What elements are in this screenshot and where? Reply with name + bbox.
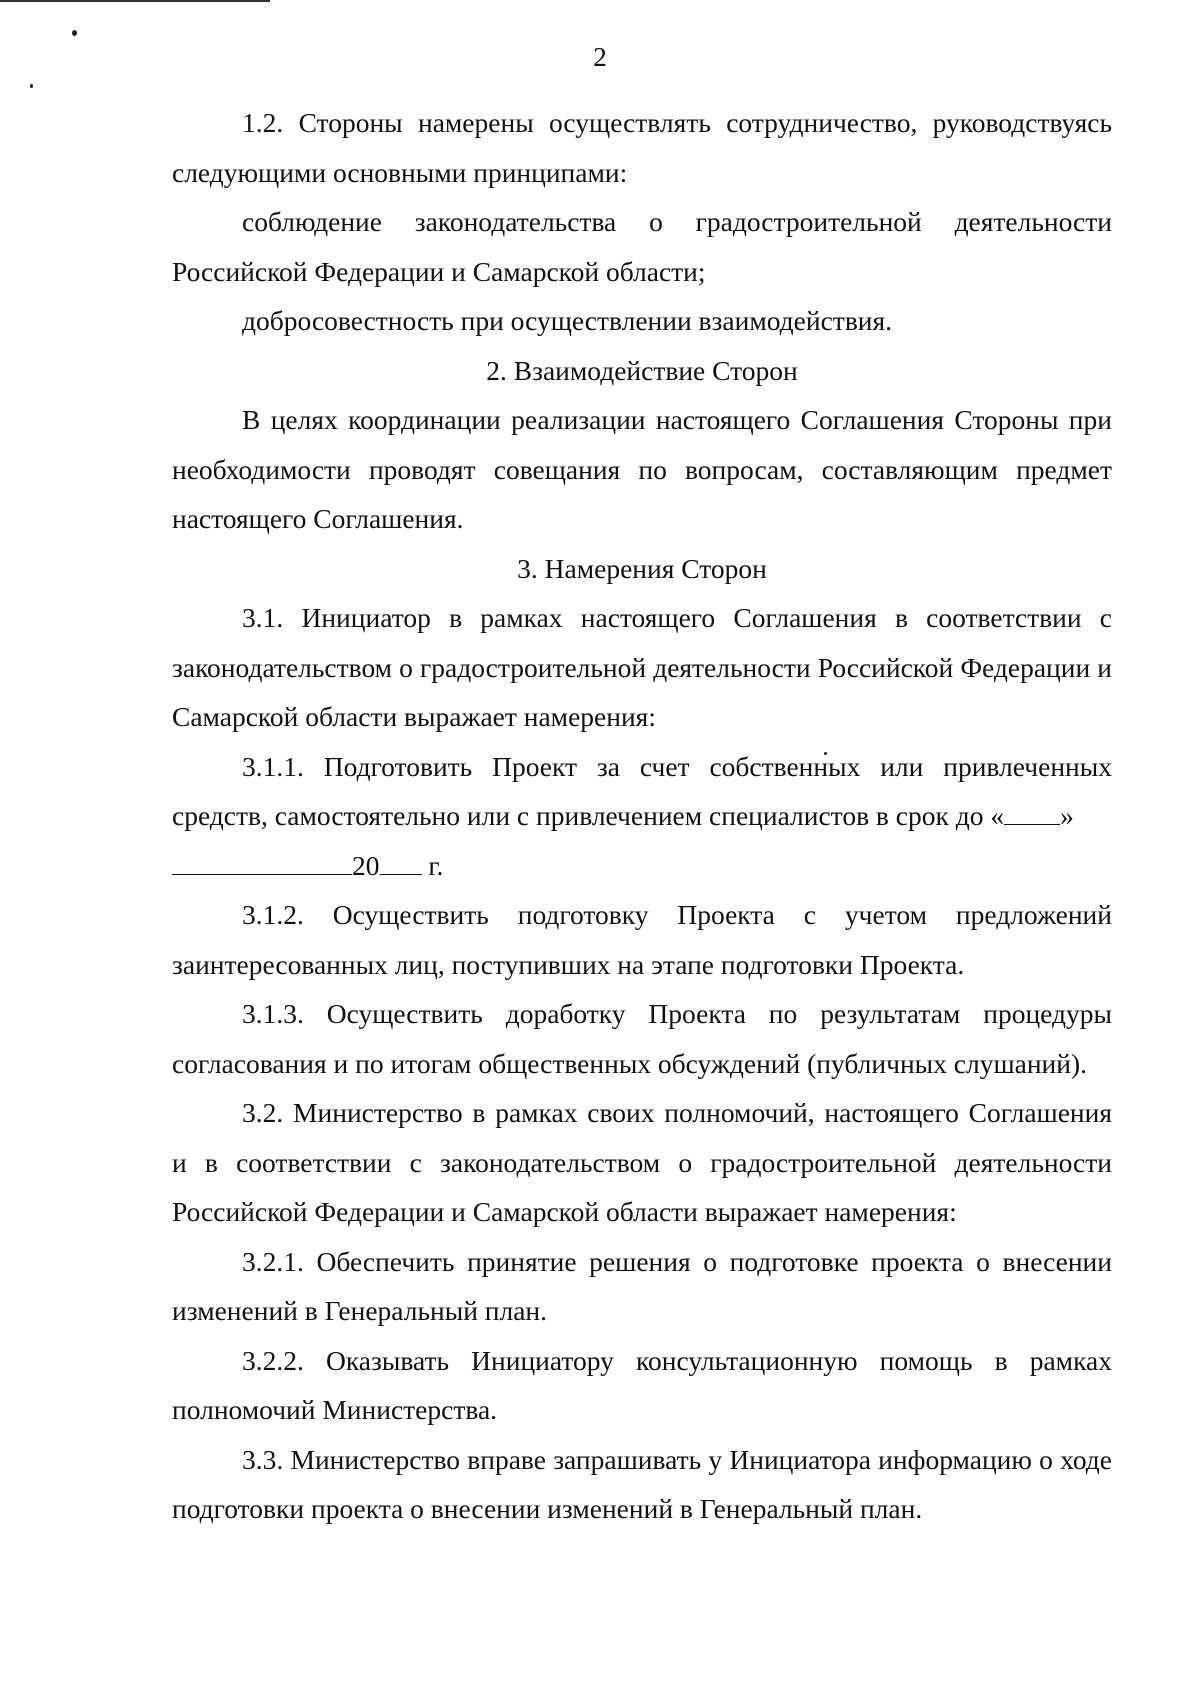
year-blank bbox=[380, 852, 422, 875]
paragraph-3-1-3: 3.1.3. Осуществить доработку Проекта по результатам процедуры согласования и по итогам общественных обсуждений (публичных слушаний). bbox=[172, 998, 1112, 1079]
paragraph-3-2-2: 3.2.2. Оказывать Инициатору консультационную помощь в рамках полномочий Министерства. bbox=[172, 1344, 1112, 1425]
year-suffix: г. bbox=[428, 849, 444, 881]
principle-good-faith: добросовестность при осуществлении взаимодействия. bbox=[242, 305, 893, 336]
paragraph-3-2-1: 3.2.1. Обеспечить принятие решения о подготовке проекта о внесении изменений в Генеральный план. bbox=[172, 1245, 1112, 1326]
paragraph-3-1-2: 3.1.2. Осуществить подготовку Проекта с учетом предложений заинтересованных лиц, поступивших на этапе подготовки Проекта. bbox=[172, 899, 1112, 980]
section-heading-3: 3. Намерения Сторон bbox=[517, 552, 767, 584]
document-body bbox=[172, 98, 1112, 1534]
paragraph-1-2: 1.2. Стороны намерены осуществлять сотрудничество, руководствуясь следующими основными принципами: bbox=[172, 107, 1112, 188]
page-number: 2 bbox=[593, 42, 607, 72]
section-heading-2: 2. Взаимодействие Сторон bbox=[486, 354, 798, 386]
scan-speck bbox=[30, 84, 33, 88]
paragraph-3-2: 3.2. Министерство в рамках своих полномочий, настоящего Соглашения и в соответствии с законодательством о градостроительной деятельности Российской Федерации и Самарской области выражает намерения: bbox=[172, 1097, 1112, 1227]
paragraph-3-3: 3.3. Министерство вправе запрашивать у Инициатора информацию о ходе подготовки проекта о внесении изменений в Генеральный план. bbox=[172, 1443, 1112, 1524]
scan-speck bbox=[72, 30, 77, 36]
scan-edge-line bbox=[0, 0, 270, 2]
principle-legislation: соблюдение законодательства о градостроительной деятельности Российской Федерации и Самарской области; bbox=[172, 206, 1112, 287]
paragraph-2: В целях координации реализации настоящего Соглашения Стороны при необходимости проводят совещания по вопросам, составляющим предмет настоящего Соглашения. bbox=[172, 404, 1112, 534]
paragraph-3-1-1 bbox=[172, 742, 1112, 891]
quote-close: » bbox=[1060, 800, 1074, 831]
paragraph-3-1: 3.1. Инициатор в рамках настоящего Соглашения в соответствии с законодательством о градостроительной деятельности Российской Федерации и Самарской области выражает намерения: bbox=[172, 602, 1112, 732]
year-prefix: 20 bbox=[352, 849, 380, 881]
day-blank bbox=[1004, 802, 1060, 825]
month-blank bbox=[172, 852, 352, 875]
paragraph-3-1-1-text: 3.1.1. Подготовить Проект за счет собственных или привлеченных средств, самостоятельно или с привлечением специалистов в срок до « bbox=[172, 750, 1112, 831]
